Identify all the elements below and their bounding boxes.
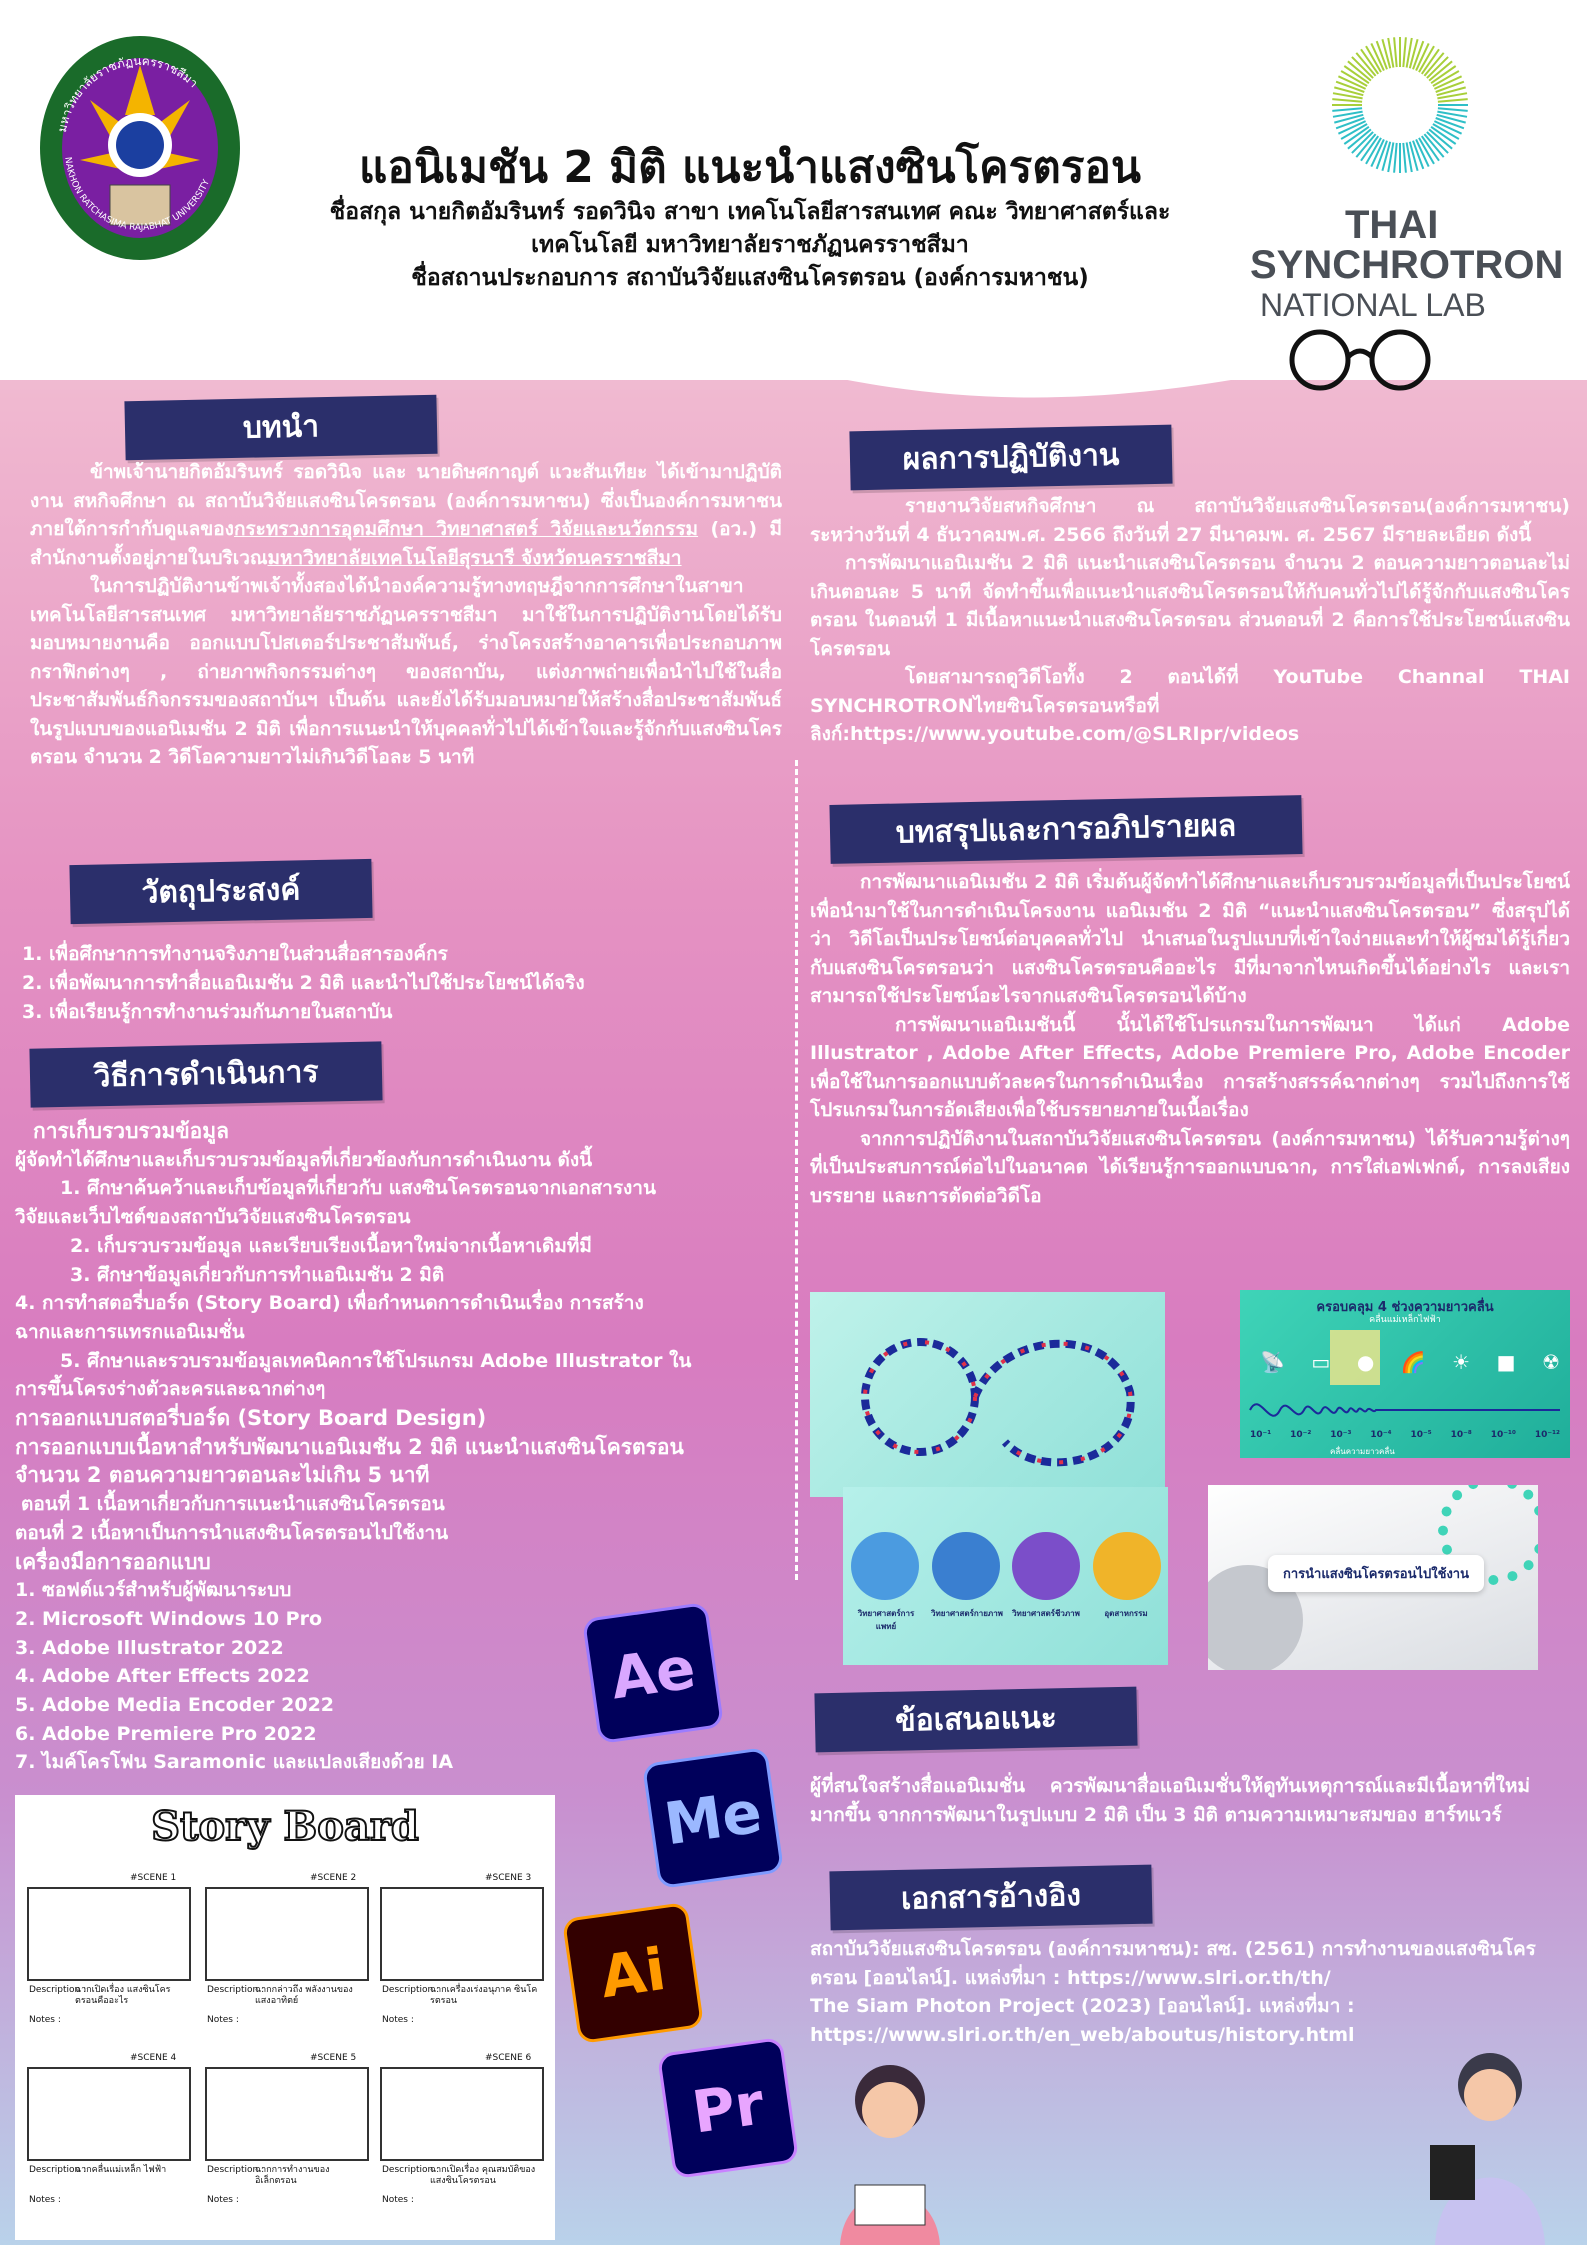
scene-label: #SCENE 3 xyxy=(485,1873,532,1883)
company-line: ชื่อสถานประกอบการ สถาบันวิจัยแสงซินโครตรอน (องค์การมหาชน) xyxy=(411,265,1089,291)
method-line: 5. ศึกษาและรวบรวมข้อมูลเทคนิคการใช้โปรแกรม Adobe Illustrator ใน xyxy=(60,1349,692,1372)
applications-screenshot xyxy=(843,1487,1168,1665)
spectrum-tick: 10⁻⁴ xyxy=(1370,1430,1392,1440)
conclusion-paragraph-2: การพัฒนาแอนิเมชันนี้ นั้นได้ใช้โปรแกรมในการพัฒนา ได้แก่ Adobe Illustrator , Adobe After Effects, Adobe Premiere Pro, Adobe Encoder เพื่อใช้ในการออกแบบตัวละครในการดำเนินเรื่อง การสร้างสรรค์ฉากต่างๆ รวมไปถึงการใช้โปรแกรมในการอัดเสียงเพื่อใช้บรรยายภายในเนื้อเรื่อง xyxy=(810,1013,1570,1121)
author-block xyxy=(250,196,1250,295)
spectrum-tick: 10⁻¹² xyxy=(1534,1430,1560,1440)
scene-label: #SCENE 4 xyxy=(130,2053,177,2063)
scene-desc: ฉากคลื่นแม่เหล็ก ไฟฟ้า xyxy=(75,2165,167,2175)
logo-bottom-text: NAKHON RATCHASIMA RAJABHAT UNIVERSITY xyxy=(62,156,212,234)
scene-label: #SCENE 1 xyxy=(130,1873,177,1883)
conclusion-paragraph-1: การพัฒนาแอนิเมชัน 2 มิติ เริ่มต้นผู้จัดทำได้ศึกษาและเก็บรวบรวมข้อมูลที่เป็นประโยชน์เพื่อนำมาใช้ในการดำเนินโครงงาน แอนิเมชัน 2 มิติ “แนะนำแสงซินโครตรอน” ซึ่งสรุปได้ว่า วิดีโอเป็นประโยชน์ต่อบุคคลทั่วไป นำเสนอในรูปแบบที่เข้าใจง่ายและทำให้ผู้ชมได้รู้เกี่ยวกับแสงซินโครตรอนว่า แสงซินโครตรอนคืออะไร มีที่มาจากไหนเกิดขึ้นได้อย่างไร และเราสามารถใช้ประโยชน์อะไรจากแสงซินโครตรอนได้บ้าง xyxy=(810,871,1570,1007)
spectrum-tick: 10⁻³ xyxy=(1330,1430,1352,1440)
scene-desc-label: Description : xyxy=(207,1985,265,1995)
title-slide-screenshot xyxy=(1208,1485,1538,1670)
application-label: วิทยาศาสตร์ชีวภาพ xyxy=(1012,1609,1080,1618)
results-heading: ผลการปฏิบัติงาน xyxy=(849,425,1172,491)
doctor-icon xyxy=(851,1532,919,1600)
scene-desc-label: Description : xyxy=(382,2165,440,2175)
spectrum-ticks xyxy=(1250,1430,1560,1440)
suggestion-heading: ข้อเสนอแนะ xyxy=(814,1687,1137,1753)
method-line: ผู้จัดทำได้ศึกษาและเก็บรวบรวมข้อมูลที่เกี่ยวข้องกับการดำเนินงาน ดังนี้ xyxy=(15,1148,593,1171)
spectrum-title: ครอบคลุม 4 ช่วงความยาวคลื่น xyxy=(1316,1300,1494,1315)
storyboard-title: Story Board xyxy=(151,1803,419,1850)
scene-notes-label: Notes : xyxy=(382,2195,414,2205)
conclusion-heading: บทสรุปและการอภิปรายผล xyxy=(829,795,1302,864)
scene-frame xyxy=(27,1887,191,1981)
university-link-text: มหาวิทยาลัยเทคโนโลยีสุรนารี จังหวัดนครราชสีมา xyxy=(267,546,682,569)
rainbow-icon: 🌈 xyxy=(1400,1350,1426,1374)
applications-labels xyxy=(851,1607,1161,1633)
method-line: วิจัยและเว็บไซต์ของสถาบันวิจัยแสงซินโครตรอน xyxy=(15,1206,411,1229)
illustrator-icon: Ai xyxy=(562,1902,704,2044)
scene-label: #SCENE 6 xyxy=(485,2053,532,2063)
radio-tower-icon: 📡 xyxy=(1260,1350,1285,1374)
results-body xyxy=(810,492,1570,749)
intro-text-c: (อว.) มีสำนักงานตั้งอยู่ภายในบริเวณ xyxy=(30,518,783,569)
biologist-icon xyxy=(1012,1532,1080,1600)
tool-item: 7. ไมค์โครโฟน Saramonic และแปลงเสียงด้วย IA xyxy=(15,1751,454,1774)
scene-desc: ฉากเครื่องเร่งอนุภาค ซินโครตรอน xyxy=(430,1985,538,2006)
scene-label: #SCENE 5 xyxy=(310,2053,357,2063)
glasses-icon xyxy=(1280,325,1440,395)
tool-item: 5. Adobe Media Encoder 2022 xyxy=(15,1694,335,1717)
scene-notes-label: Notes : xyxy=(382,2015,414,2025)
scene-frame xyxy=(205,2067,369,2161)
scene-frame xyxy=(380,1887,544,1981)
application-label: อุตสาหกรรม xyxy=(1104,1609,1148,1618)
design-line: ตอนที่ 1 เนื้อหาเกี่ยวกับการแนะนำแสงซินโครตรอน xyxy=(21,1493,445,1516)
scene-label: #SCENE 2 xyxy=(310,1873,357,1883)
design-line: การออกแบบเนื้อหาสำหรับพัฒนาแอนิเมชัน 2 มิติ แนะนำแสงซินโครตรอน จำนวน 2 ตอนความยาวตอนละไม่เกิน 5 นาที xyxy=(15,1434,684,1488)
method-heading: วิธีการดำเนินการ xyxy=(29,1041,382,1107)
method-line: 3. ศึกษาข้อมูลเกี่ยวกับการทำแอนิเมชัน 2 มิติ xyxy=(70,1263,445,1286)
references-body xyxy=(810,1935,1570,2049)
scene-notes-label: Notes : xyxy=(29,2015,61,2025)
sun-ray xyxy=(1403,143,1406,173)
tool-item: 1. ซอฟต์แวร์สำหรับผู้พัฒนาระบบ xyxy=(15,1579,292,1602)
page-title: แอนิเมชัน 2 มิติ แนะนำแสงซินโครตรอน xyxy=(359,142,1141,193)
sun-ray xyxy=(1438,99,1468,102)
logo-line-national: NATIONAL LAB xyxy=(1260,287,1486,323)
conclusion-body xyxy=(810,868,1570,1210)
column-divider xyxy=(795,760,798,1580)
premiere-pro-icon: Pr xyxy=(657,2037,799,2179)
spectrum-subtitle: คลื่นแม่เหล็กไฟฟ้า xyxy=(1369,1315,1441,1325)
scene-frame xyxy=(27,2067,191,2161)
method-line: 1. ศึกษาค้นคว้าและเก็บข้อมูลที่เกี่ยวกับ แสงซินโครตรอนจากเอกสารงาน xyxy=(60,1177,656,1200)
radiation-icon: ☢ xyxy=(1542,1350,1560,1374)
method-sub-collection: การเก็บรวบรวมข้อมูล xyxy=(33,1119,230,1143)
university-logo xyxy=(35,20,245,270)
youtube-link[interactable]: ลิงก์:https://www.youtube.com/@SLRIpr/videos xyxy=(810,723,1300,745)
spectrum-icons xyxy=(1260,1350,1560,1374)
reading-boy-illustration xyxy=(1405,2035,1575,2245)
intro-body xyxy=(30,458,782,772)
method-sub-tools: เครื่องมือการออกแบบ xyxy=(15,1549,211,1574)
sun-ray xyxy=(1403,37,1406,67)
physicist-icon xyxy=(932,1532,1000,1600)
storyboard-image xyxy=(15,1795,555,2240)
media-encoder-icon: Me xyxy=(642,1747,784,1889)
wave-graphic xyxy=(1240,1390,1570,1430)
scene-notes-label: Notes : xyxy=(207,2195,239,2205)
spectrum-tick: 10⁻¹ xyxy=(1250,1430,1272,1440)
spectrum-tick: 10⁻² xyxy=(1290,1430,1312,1440)
design-line: ตอนที่ 2 เนื้อหาเป็นการนำแสงซินโครตรอนไปใช้งาน xyxy=(15,1521,449,1544)
factory-icon xyxy=(1093,1532,1161,1600)
tool-item: 3. Adobe Illustrator 2022 xyxy=(15,1636,284,1659)
spectrum-tick: 10⁻¹⁰ xyxy=(1490,1430,1516,1440)
sun-ray xyxy=(1394,143,1397,173)
spectrum-tick: 10⁻⁵ xyxy=(1410,1430,1432,1440)
objective-item: 3. เพื่อเรียนรู้การทำงานร่วมกันภายในสถาบัน xyxy=(22,1001,393,1023)
references-heading: เอกสารอ้างอิง xyxy=(829,1865,1152,1931)
xray-icon: ■ xyxy=(1496,1350,1516,1374)
scene-desc-label: Description : xyxy=(29,2165,87,2175)
sun-ray xyxy=(1332,99,1362,102)
scene-notes-label: Notes : xyxy=(29,2195,61,2205)
author-line-1: ชื่อสกุล นายกิตอัมรินทร์ รอดวินิจ สาขา เทคโนโลยีสารสนเทศ คณะ วิทยาศาสตร์และ xyxy=(329,199,1171,225)
sun-ray xyxy=(1394,37,1397,67)
application-label: วิทยาศาสตร์การแพทย์ xyxy=(857,1609,915,1631)
scene-desc-label: Description : xyxy=(382,1985,440,1995)
objective-item: 1. เพื่อศึกษาการทำงานจริงภายในส่วนสื่อสารองค์กร xyxy=(22,943,448,965)
reference-item: สถาบันวิจัยแสงซินโครตรอน (องค์การมหาชน): สซ. (2561) การทำงานของแสงซินโครตรอน [ออนไลน์]. แหล่งที่มา : https://www.slri.or.th/th/ xyxy=(810,1938,1536,1989)
method-sub-storyboard: การออกแบบสตอรี่บอร์ด (Story Board Design) xyxy=(15,1406,487,1431)
method-line: 2. เก็บรวบรวมข้อมูล และเรียบเรียงเนื้อหาใหม่จากเนื้อหาเดิมที่มี xyxy=(70,1234,592,1257)
ministry-link-text: กระทรวงการอุดมศึกษา วิทยาศาสตร์ วิจัยและนวัตกรรม xyxy=(233,518,699,540)
reference-item: The Siam Photon Project (2023) [ออนไลน์]. แหล่งที่มา : https://www.slri.or.th/en_web/aboutus/history.html xyxy=(810,1995,1355,2046)
scene-frame xyxy=(205,1887,369,1981)
applications-circles xyxy=(851,1532,1161,1600)
suggestion-body: ผู้ที่สนใจสร้างสื่อแอนิเมชั่น ควรพัฒนาสื่อแอนิเมชั่นให้ดูทันเหตุการณ์และมีเนื้อหาที่ใหม่มากขึ้น จากการพัฒนาในรูปแบบ 2 มิติ เป็น 3 มิติ ตามความเหมาะสมของ ฮาร์ทแวร์ xyxy=(810,1775,1530,1826)
scene-desc-label: Description : xyxy=(207,2165,265,2175)
spectrum-screenshot xyxy=(1240,1290,1570,1458)
logo-line-synchrotron: SYNCHROTRON xyxy=(1250,243,1564,287)
spectrum-tick: 10⁻⁸ xyxy=(1450,1430,1472,1440)
microwave-icon: ▭ xyxy=(1311,1350,1331,1374)
tool-item: 4. Adobe After Effects 2022 xyxy=(15,1665,310,1688)
intro-paragraph-2: ในการปฏิบัติงานข้าพเจ้าทั้งสองได้นำองค์ความรู้ทางทฤษฎีจากการศึกษาในสาขาเทคโนโลยีสารสนเทศ มหาวิทยาลัยราชภัฏนครราชสีมา มาใช้ในการปฏิบัติงานโดยได้รับมอบหมายงานคือ ออกแบบโปสเตอร์ประชาสัมพันธ์, ร่างโครงสร้างอาคารเพื่อประกอบภาพกราฟิกต่างๆ , ถ่ายภาพกิจกรรมต่างๆ ของสถาบัน, แต่งภาพถ่ายเพื่อนำไปใช้ในสื่อประชาสัมพันธ์กิจกรรมของสถาบันฯ เป็นต้น และยังได้รับมอบหมายให้สร้างสื่อประชาสัมพันธ์ในรูปแบบของแอนิเมชัน 2 มิติ เพื่อการแนะนำให้บุคคลทั่วไปได้เข้าใจและรู้จักกับแสงซินโครตรอน จำนวน 2 วิดีโอความยาวไม่เกินวิดีโอละ 5 นาที xyxy=(30,575,782,768)
scene-desc: ฉากเปิดเรื่อง คุณสมบัติของแสงซินโครตรอน xyxy=(430,2165,536,2186)
method-line: ฉากและการแทรกแอนิเมชั่น xyxy=(15,1320,245,1343)
scene-desc: ฉากกล่าวถึง พลังงานของแสงอาทิตย์ xyxy=(255,1985,353,2006)
scene-frame xyxy=(380,2067,544,2161)
sun-burst-icon xyxy=(1325,30,1475,180)
conclusion-paragraph-3: จากการปฏิบัติงานในสถาบันวิจัยแสงซินโครตรอน (องค์การมหาชน) ได้รับความรู้ต่างๆ ที่เป็นประสบการณ์ต่อไปในอนาคต ได้เรียนรู้การออกแบบฉาก, การใส่เอฟเฟกต์, การลงเสียงบรรยาย และการตัดต่อวิดีโอ xyxy=(810,1127,1570,1207)
after-effects-icon: Ae xyxy=(582,1602,724,1744)
method-line: การขึ้นโครงร่างตัวละครและฉากต่างๆ xyxy=(15,1378,326,1401)
tool-item: 2. Microsoft Windows 10 Pro xyxy=(15,1607,323,1630)
scene-desc: ฉากเปิดเรื่อง แสงซินโครตรอนคืออะไร xyxy=(75,1985,171,2006)
results-paragraph-3: โดยสามารถดูวิดีโอทั้ง 2 ตอนได้ที่ YouTube Channal THAI SYNCHROTRONไทยซินโครตรอนหรือที่ xyxy=(810,666,1570,717)
results-paragraph-1: รายงานวิจัยสหกิจศึกษา ณ สถาบันวิจัยแสงซินโครตรอน(องค์การมหาชน) ระหว่างวันที่ 4 ธันวาคมพ.ศ. 2566 ถึงวันที่ 27 มีนาคมพ. ศ. 2567 มีรายละเอียด ดังนี้ xyxy=(810,495,1570,546)
results-paragraph-2: การพัฒนาแอนิเมชัน 2 มิติ แนะนำแสงซินโครตรอน จำนวน 2 ตอนความยาวตอนละไม่เกินตอนละ 5 นาที จัดทำขึ้นเพื่อแนะนำแสงซินโครตรอนให้กับคนทั่วไปได้รู้จักกับแสงซินโครตรอน ในตอนที่ 1 มีเนื้อหาแนะนำแสงซินโครตรอน ส่วนตอนที่ 2 คือการใช้ประโยชน์แสงซินโครตรอน xyxy=(810,552,1570,660)
synchrotron-logo xyxy=(1230,30,1570,400)
logo-top-text: มหาวิทยาลัยราชภัฏนครราชสีมา xyxy=(54,53,201,134)
sun-ray xyxy=(1438,108,1468,111)
slide-title: การนำแสงซินโครตรอนไปใช้งาน xyxy=(1268,1555,1484,1592)
intro-text-a: ข้าพเจ้านายกิตอัมรินทร์ รอดวินิจ และ นายดิษศกาญต์ แวะสันเทียะ ได้เข้ามาปฏิบัติงาน สหกิจศึกษา ณ สถาบันวิจัยแสงซินโครตรอน (องค์การมหาชน) ซึ่งเป็นองค์การมหาชน ภายใต้การกำกับดูแลของ xyxy=(30,461,782,540)
scene-notes-label: Notes : xyxy=(207,2015,239,2025)
objectives-heading: วัตถุประสงค์ xyxy=(69,859,372,924)
reading-girl-illustration xyxy=(800,2045,980,2245)
application-label: วิทยาศาสตร์กายภาพ xyxy=(931,1609,1003,1618)
sun-ray xyxy=(1332,108,1362,111)
author-line-2: เทคโนโลยี มหาวิทยาลัยราชภัฏนครราชสีมา xyxy=(531,232,969,258)
method-line: 4. การทำสตอรี่บอร์ด (Story Board) เพื่อกำหนดการดำเนินเรื่อง การสร้าง xyxy=(15,1292,644,1315)
logo-line-thai: THAI xyxy=(1345,203,1439,247)
sun-icon: ☀ xyxy=(1452,1350,1471,1374)
spectrum-caption: คลื่นความยาวคลื่น xyxy=(1330,1447,1395,1456)
infrared-icon: ● xyxy=(1356,1350,1375,1374)
objective-item: 2. เพื่อพัฒนาการทำสื่อแอนิเมชัน 2 มิติ และนำไปใช้ประโยชน์ได้จริง xyxy=(22,972,585,994)
scene-desc-label: Description : xyxy=(29,1985,87,1995)
intro-heading: บทนำ xyxy=(124,395,437,461)
objectives-list xyxy=(22,940,782,1027)
tool-item: 6. Adobe Premiere Pro 2022 xyxy=(15,1722,317,1745)
accelerator-screenshot xyxy=(810,1292,1165,1497)
accelerator-ring-graphic xyxy=(810,1292,1165,1497)
scene-desc: ฉากการทำงานของ อิเล็กตรอน xyxy=(255,2165,330,2186)
